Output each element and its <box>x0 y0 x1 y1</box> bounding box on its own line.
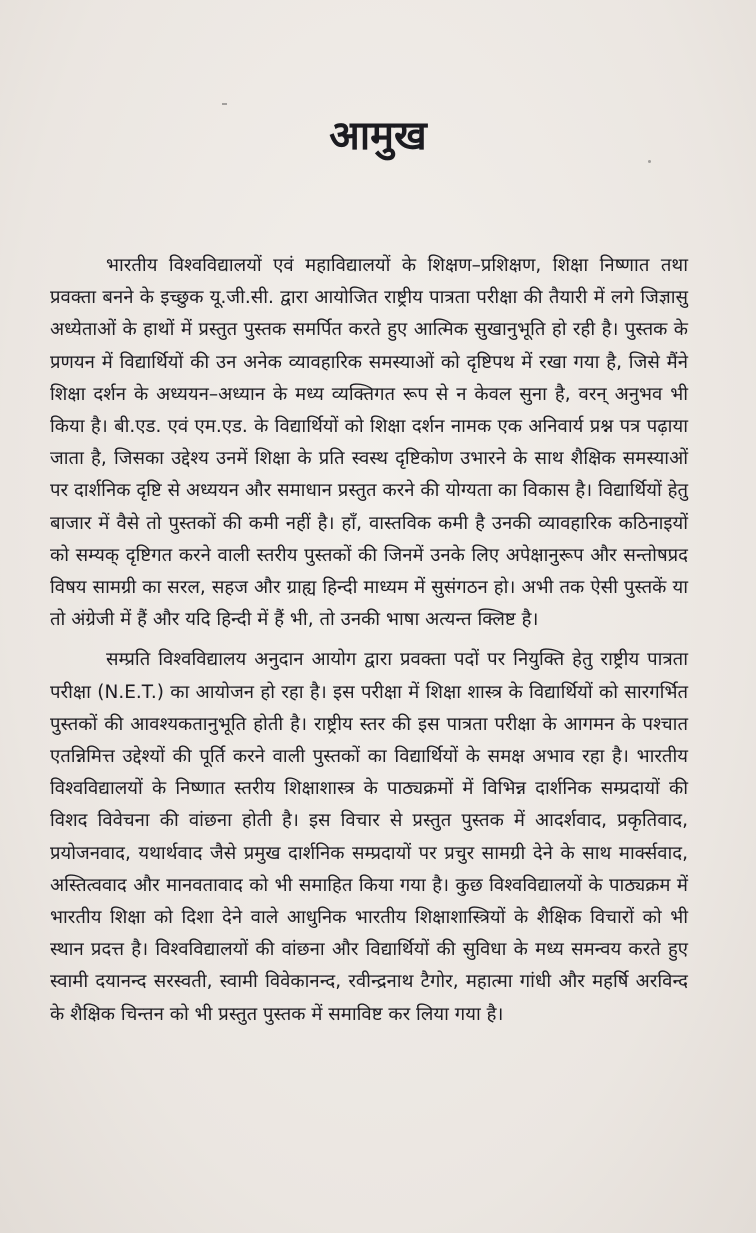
paragraph-2: सम्प्रति विश्वविद्यालय अनुदान आयोग द्वारा प्रवक्ता पदों पर नियुक्ति हेतु राष्ट्रीय पात्रता परीक्षा (N.E.T.) का आयोजन हो रहा है। इस परीक्षा में शिक्षा शास्त्र के विद्यार्थियों को सारगर्भित पुस्तकों की आवश्यकतानुभूति होती है। राष्ट्रीय स्तर की इस पात्रता परीक्षा के आगमन के पश्चात एतन्निमित्त उद्देश्यों की पूर्ति करने वाली पुस्तकों का विद्यार्थियों के समक्ष अभाव रहा है। भारतीय विश्वविद्यालयों के निष्णात स्तरीय शिक्षाशास्त्र के पाठ्यक्रमों में विभिन्न दार्शनिक सम्प्रदायों की विशद विवेचना की वांछना होती है। इस विचार से प्रस्तुत पुस्तक में आदर्शवाद, प्रकृतिवाद, प्रयोजनवाद, यथार्थवाद जैसे प्रमुख दार्शनिक सम्प्रदायों पर प्रचुर सामग्री देने के साथ मार्क्सवाद, अस्तित्ववाद और मानवतावाद को भी समाहित किया गया है। कुछ विश्वविद्यालयों के पाठ्यक्रम में भारतीय शिक्षा को दिशा देने वाले आधुनिक भारतीय शिक्षाशास्त्रियों के शैक्षिक विचारों को भी स्थान प्रदत्त है। विश्वविद्यालयों की वांछना और विद्यार्थियों की सुविधा के मध्य समन्वय करते हुए स्वामी दयानन्द सरस्वती, स्वामी विवेकानन्द, रवीन्द्रनाथ टैगोर, महात्मा गांधी और महर्षि अरविन्द के शैक्षिक चिन्तन को भी प्रस्तुत पुस्तक में समाविष्ट कर लिया गया है। <box>50 649 688 1025</box>
paragraph-1: भारतीय विश्वविद्यालयों एवं महाविद्यालयों के शिक्षण–प्रशिक्षण, शिक्षा निष्णात तथा प्रवक्ता बनने के इच्छुक यू.जी.सी. द्वारा आयोजित राष्ट्रीय पात्रता परीक्षा की तैयारी में लगे जिज्ञासु अध्येताओं के हाथों में प्रस्तुत पुस्तक समर्पित करते हुए आत्मिक सुखानुभूति हो रही है। पुस्तक के प्रणयन में विद्यार्थियों की उन अनेक व्यावहारिक समस्याओं को दृष्टिपथ में रखा गया है, जिसे मैंने शिक्षा दर्शन के अध्ययन–अध्यान के मध्य व्यक्तिगत रूप से न केवल सुना है, वरन् अनुभव भी किया है। बी.एड. एवं एम.एड. के विद्यार्थियों को शिक्षा दर्शन नामक एक अनिवार्य प्रश्न पत्र पढ़ाया जाता है, जिसका उद्देश्य उनमें शिक्षा के प्रति स्वस्थ दृष्टिकोण उभारने के साथ शैक्षिक समस्याओं पर दार्शनिक दृष्टि से अध्ययन और समाधान प्रस्तुत करने की योग्यता का विकास है। विद्यार्थियों हेतु बाजार में वैसे तो पुस्तकों की कमी नहीं है। हाँ, वास्तविक कमी है उनकी व्यावहारिक कठिनाइयों को सम्यक् दृष्टिगत करने वाली स्तरीय पुस्तकों की जिनमें उनके लिए अपेक्षानुरूप और सन्तोषप्रद विषय सामग्री का सरल, सहज और ग्राह्य हिन्दी माध्यम में सुसंगठन हो। अभी तक ऐसी पुस्तकें या तो अंग्रेजी में हैं और यदि हिन्दी में हैं भी, तो उनकी भाषा अत्यन्त क्लिष्ट है। <box>50 255 688 631</box>
ink-speck <box>222 103 227 105</box>
page-title: आमुख <box>329 113 427 159</box>
body-text <box>50 250 688 1031</box>
